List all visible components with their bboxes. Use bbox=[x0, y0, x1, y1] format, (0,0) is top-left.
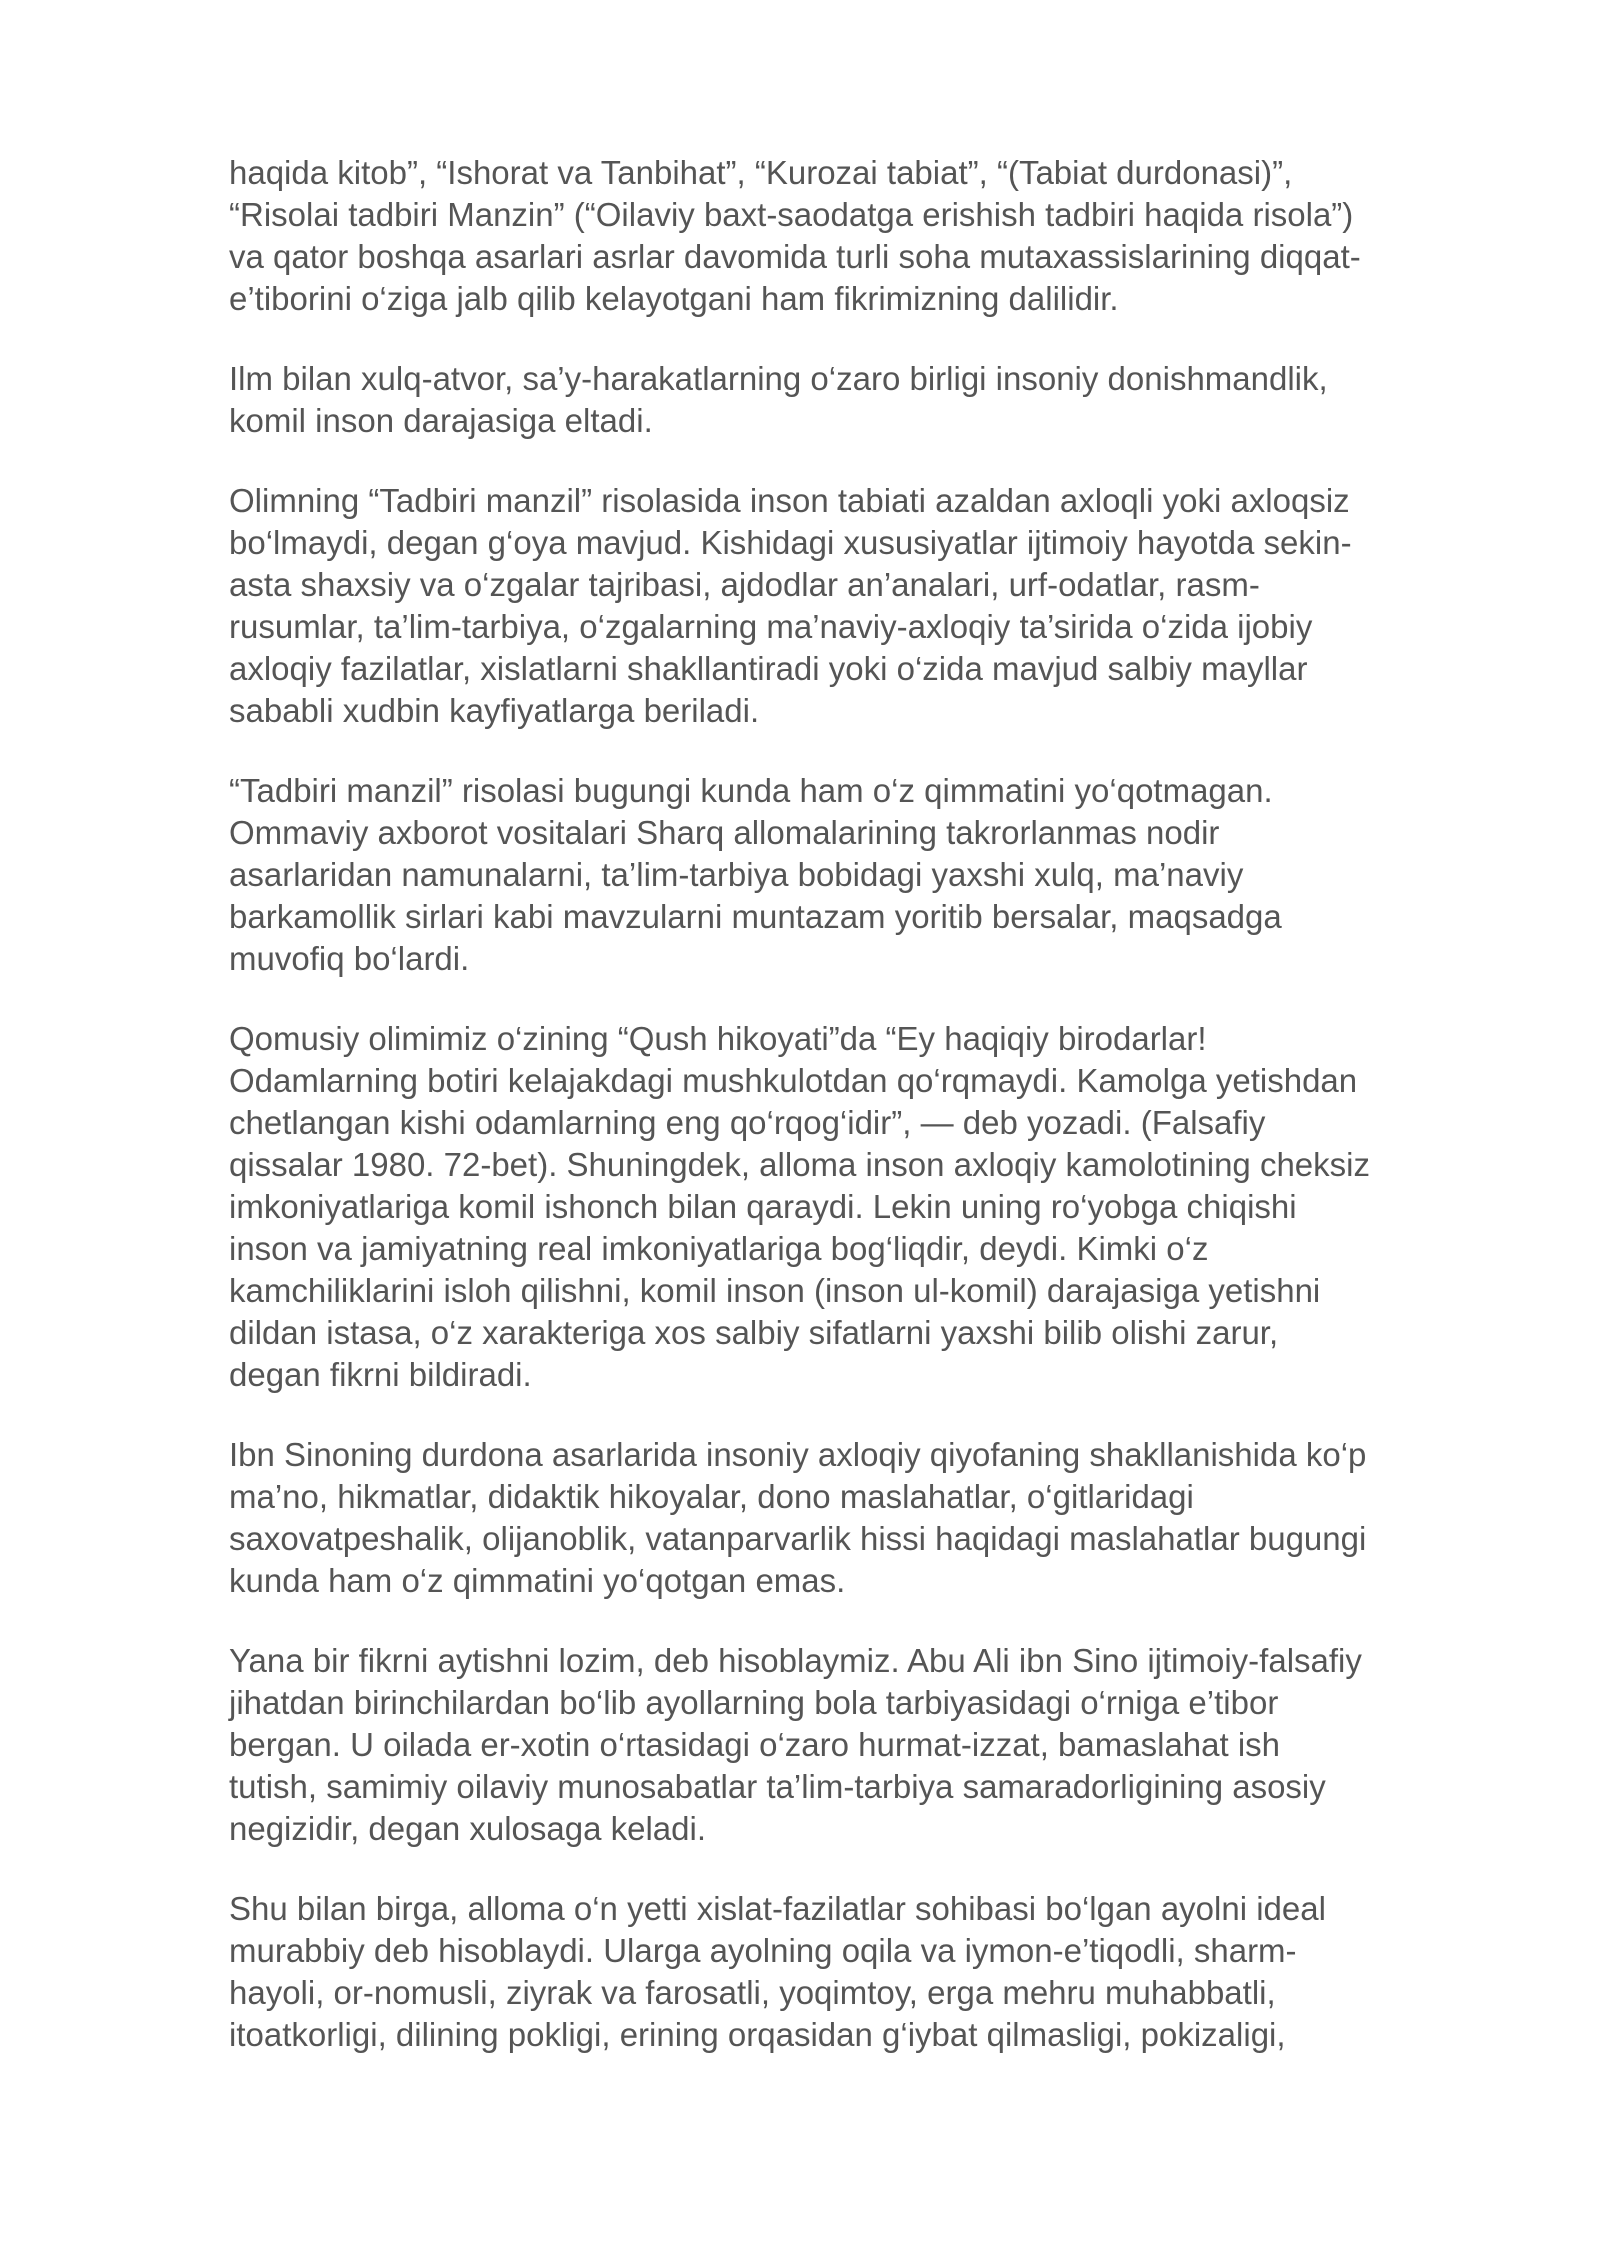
paragraph-5: Qomusiy olimimiz o‘zining “Qush hikoyati”da “Ey haqiqiy birodarlar! Odamlarning botiri kelajakdagi mushkulotdan qo‘rqmaydi. Kamolga yetishdan chetlangan kishi odamlarning eng qo‘rqog‘idir”, — deb yozadi. (Falsafiy qissalar 1980. 72-bet). Shuningdek, alloma inson axloqiy kamolotining cheksiz imkoniyatlariga komil ishonch bilan qaraydi. Lekin uning ro‘yobga chiqishi inson va jamiyatning real imkoniyatlariga bog‘liqdir, deydi. Kimki o‘z kamchiliklarini isloh qilishni, komil inson (inson ul-komil) darajasiga yetishni dildan istasa, o‘z xarakteriga xos salbiy sifatlarni yaxshi bilib olishi zarur, degan fikrni bildiradi. bbox=[229, 1020, 1370, 1393]
paragraph-6: Ibn Sinoning durdona asarlarida insoniy axloqiy qiyofaning shakllanishida ko‘p ma’no, hikmatlar, didaktik hikoyalar, dono maslahatlar, o‘gitlaridagi saxovatpeshalik, olijanoblik, vatanparvarlik hissi haqidagi maslahatlar bugungi kunda ham o‘z qimmatini yo‘qotgan emas. bbox=[229, 1436, 1367, 1599]
paragraph-1: haqida kitob”, “Ishorat va Tanbihat”, “Kurozai tabiat”, “(Tabiat durdonasi)”, “Risolai tadbiri Manzin” (“Oilaviy baxt-saodatga erishish tadbiri haqida risola”) va qator boshqa asarlari asrlar davomida turli soha mutaxassislarining diqqat- e’tiborini o‘ziga jalb qilib kelayotgani ham fikrimizning dalilidir. bbox=[229, 154, 1361, 317]
document-body bbox=[229, 152, 1491, 2094]
paragraph-8: Shu bilan birga, alloma o‘n yetti xislat-fazilatlar sohibasi bo‘lgan ayolni ideal murabbiy deb hisoblaydi. Ularga ayolning oqila va iymon-e’tiqodli, sharm- hayoli, or-nomusli, ziyrak va farosatli, yoqimtoy, erga mehru muhabbatli, itoatkorligi, dilining pokligi, erining orqasidan g‘iybat qilmasligi, pokizaligi, bbox=[229, 1890, 1326, 2053]
paragraph-7: Yana bir fikrni aytishni lozim, deb hisoblaymiz. Abu Ali ibn Sino ijtimoiy-falsafiy jihatdan birinchilardan bo‘lib ayollarning bola tarbiyasidagi o‘rniga e’tibor bergan. U oilada er-xotin o‘rtasidagi o‘zaro hurmat-izzat, bamaslahat ish tutish, samimiy oilaviy munosabatlar ta’lim-tarbiya samaradorligining asosiy negizidir, degan xulosaga keladi. bbox=[229, 1642, 1362, 1847]
paragraph-3: Olimning “Tadbiri manzil” risolasida inson tabiati azaldan axloqli yoki axloqsiz bo‘lmaydi, degan g‘oya mavjud. Kishidagi xususiyatlar ijtimoiy hayotda sekin- asta shaxsiy va o‘zgalar tajribasi, ajdodlar an’analari, urf-odatlar, rasm- rusumlar, ta’lim-tarbiya, o‘zgalarning ma’naviy-axloqiy ta’sirida o‘zida ijobiy axloqiy fazilatlar, xislatlarni shakllantiradi yoki o‘zida mavjud salbiy mayllar sababli xudbin kayfiyatlarga beriladi. bbox=[229, 482, 1352, 729]
paragraph-2: Ilm bilan xulq-atvor, sa’y-harakatlarning o‘zaro birligi insoniy donishmandlik, komil inson darajasiga eltadi. bbox=[229, 360, 1328, 439]
paragraph-4: “Tadbiri manzil” risolasi bugungi kunda ham o‘z qimmatini yo‘qotmagan. Ommaviy axborot vositalari Sharq allomalarining takrorlanmas nodir asarlaridan namunalarni, ta’lim-tarbiya bobidagi yaxshi xulq, ma’naviy barkamollik sirlari kabi mavzularni muntazam yoritib bersalar, maqsadga muvofiq bo‘lardi. bbox=[229, 772, 1282, 977]
